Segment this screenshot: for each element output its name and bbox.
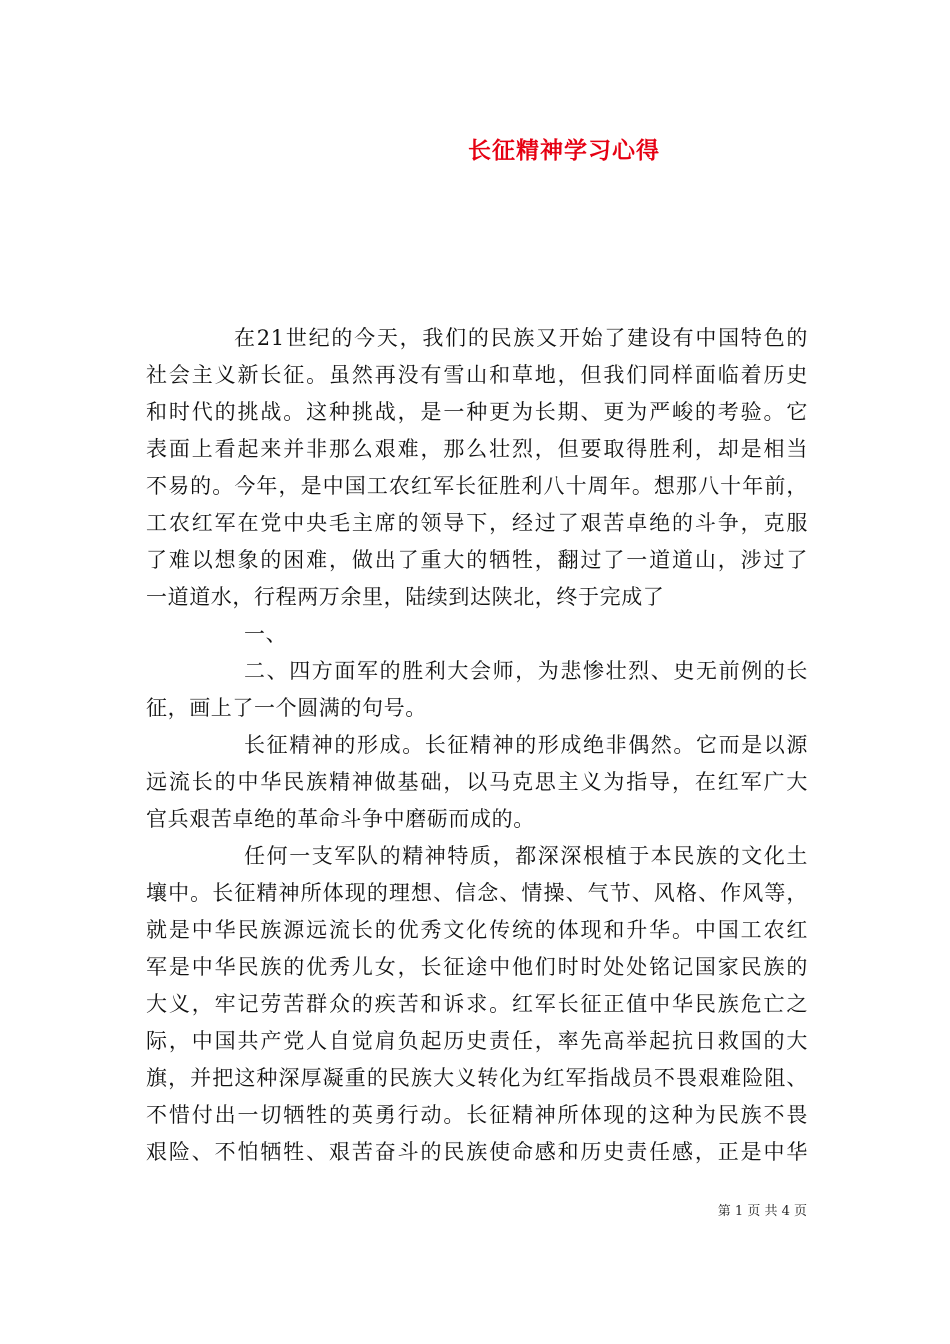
paragraph-line: 旗，并把这种深厚凝重的民族大义转化为红军指战员不畏艰难险阻、 bbox=[146, 1066, 808, 1090]
page-title: 长征精神学习心得 bbox=[468, 137, 660, 164]
paragraph-3 bbox=[146, 653, 808, 727]
paragraph-line: 不易的。今年，是中国工农红军长征胜利八十周年。想那八十年前， bbox=[146, 474, 808, 498]
paragraph-line: 一、 bbox=[244, 622, 288, 646]
paragraph-line: 远流长的中华民族精神做基础，以马克思主义为指导，在红军广大 bbox=[146, 770, 808, 794]
document-body bbox=[146, 320, 808, 1171]
paragraph-line: 官兵艰苦卓绝的革命斗争中磨砺而成的。 bbox=[146, 807, 535, 831]
paragraph-5 bbox=[146, 838, 808, 1171]
paragraph-2 bbox=[146, 616, 808, 653]
paragraph-line: 任何一支军队的精神特质，都深深根植于本民族的文化土 bbox=[244, 844, 808, 868]
paragraph-line: 征，画上了一个圆满的句号。 bbox=[146, 696, 427, 720]
paragraph-line: 社会主义新长征。虽然再没有雪山和草地，但我们同样面临着历史 bbox=[146, 363, 808, 387]
paragraph-1 bbox=[146, 320, 808, 616]
paragraph-line: 在21世纪的今天，我们的民族又开始了建设有中国特色的 bbox=[234, 326, 808, 350]
paragraph-line: 工农红军在党中央毛主席的领导下，经过了艰苦卓绝的斗争，克服 bbox=[146, 511, 808, 535]
page-number: 第 1 页 共 4 页 bbox=[717, 1204, 807, 1219]
paragraph-line: 壤中。长征精神所体现的理想、信念、情操、气节、风格、作风等， bbox=[146, 881, 808, 905]
paragraph-line: 二、四方面军的胜利大会师，为悲惨壮烈、史无前例的长 bbox=[244, 659, 808, 683]
paragraph-line: 和时代的挑战。这种挑战，是一种更为长期、更为严峻的考验。它 bbox=[146, 400, 808, 424]
paragraph-line: 表面上看起来并非那么艰难，那么壮烈，但要取得胜利，却是相当 bbox=[146, 437, 808, 461]
paragraph-line: 了难以想象的困难，做出了重大的牺牲，翻过了一道道山，涉过了 bbox=[146, 548, 808, 572]
paragraph-line: 艰险、不怕牺牲、艰苦奋斗的民族使命感和历史责任感，正是中华 bbox=[146, 1140, 808, 1164]
paragraph-line: 一道道水，行程两万余里，陆续到达陕北，终于完成了 bbox=[146, 585, 665, 609]
paragraph-line: 大义，牢记劳苦群众的疾苦和诉求。红军长征正值中华民族危亡之 bbox=[146, 992, 808, 1016]
paragraph-line: 不惜付出一切牺牲的英勇行动。长征精神所体现的这种为民族不畏 bbox=[146, 1103, 808, 1127]
paragraph-line: 际，中国共产党人自觉肩负起历史责任，率先高举起抗日救国的大 bbox=[146, 1029, 808, 1053]
paragraph-line: 就是中华民族源远流长的优秀文化传统的体现和升华。中国工农红 bbox=[146, 918, 808, 942]
paragraph-line: 长征精神的形成。长征精神的形成绝非偶然。它而是以源 bbox=[244, 733, 808, 757]
paragraph-line: 军是中华民族的优秀儿女，长征途中他们时时处处铭记国家民族的 bbox=[146, 955, 808, 979]
paragraph-4 bbox=[146, 727, 808, 838]
